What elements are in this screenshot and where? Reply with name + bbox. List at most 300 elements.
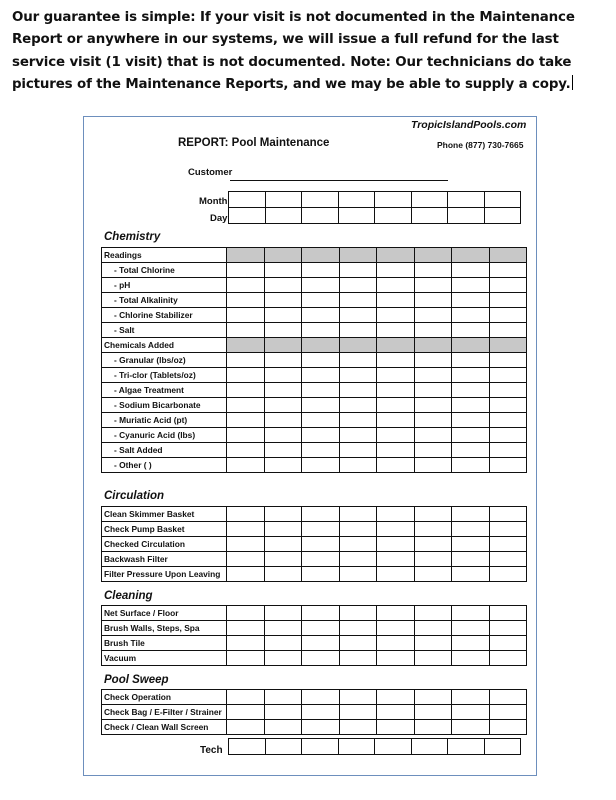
entry-cell[interactable] (227, 263, 265, 278)
entry-cell[interactable] (227, 690, 265, 705)
entry-cell[interactable] (452, 507, 490, 522)
entry-cell[interactable] (227, 248, 265, 263)
entry-cell[interactable] (339, 636, 377, 651)
entry-cell[interactable] (264, 248, 302, 263)
entry-cell[interactable] (489, 368, 527, 383)
entry-cell[interactable] (339, 353, 377, 368)
entry-cell[interactable] (264, 651, 302, 666)
entry-cell[interactable] (452, 705, 490, 720)
entry-cell[interactable] (339, 552, 377, 567)
entry-cell[interactable] (377, 368, 415, 383)
entry-cell[interactable] (452, 338, 490, 353)
entry-cell[interactable] (452, 428, 490, 443)
entry-cell[interactable] (452, 308, 490, 323)
entry-cell[interactable] (377, 323, 415, 338)
table-row (102, 428, 527, 443)
entry-cell[interactable] (302, 413, 340, 428)
entry-cell[interactable] (302, 383, 340, 398)
entry-cell[interactable] (227, 278, 265, 293)
entry-cell[interactable] (227, 293, 265, 308)
entry-cell[interactable] (489, 398, 527, 413)
entry-cell[interactable] (452, 458, 490, 473)
entry-cell[interactable] (302, 690, 340, 705)
entry-cell[interactable] (302, 507, 340, 522)
table-row (102, 458, 527, 473)
entry-cell[interactable] (339, 651, 377, 666)
entry-cell[interactable] (302, 338, 340, 353)
entry-cell[interactable] (452, 413, 490, 428)
entry-cell[interactable] (264, 278, 302, 293)
entry-cell[interactable] (339, 720, 377, 735)
table-row (102, 507, 527, 522)
month-label: Month (199, 196, 228, 207)
entry-cell[interactable] (264, 690, 302, 705)
row-label: - Chlorine Stabilizer (102, 308, 227, 323)
entry-cell[interactable] (377, 636, 415, 651)
tech-cell[interactable] (484, 739, 521, 755)
entry-cell[interactable] (339, 705, 377, 720)
entry-cell[interactable] (377, 278, 415, 293)
entry-cell[interactable] (452, 720, 490, 735)
row-label: Checked Circulation (102, 537, 227, 552)
entry-cell[interactable] (302, 263, 340, 278)
tech-row (229, 739, 521, 755)
row-label: - Granular (lbs/oz) (102, 353, 227, 368)
entry-cell[interactable] (452, 398, 490, 413)
entry-cell[interactable] (377, 353, 415, 368)
entry-cell[interactable] (414, 398, 452, 413)
entry-cell[interactable] (302, 621, 340, 636)
entry-cell[interactable] (264, 507, 302, 522)
table-row (102, 398, 527, 413)
entry-cell[interactable] (339, 368, 377, 383)
entry-cell[interactable] (264, 443, 302, 458)
table-row (102, 621, 527, 636)
entry-cell[interactable] (264, 537, 302, 552)
entry-cell[interactable] (302, 705, 340, 720)
entry-cell[interactable] (377, 398, 415, 413)
entry-cell[interactable] (489, 263, 527, 278)
entry-cell[interactable] (302, 443, 340, 458)
table-row (102, 720, 527, 735)
entry-cell[interactable] (414, 690, 452, 705)
day-row (229, 208, 521, 224)
entry-cell[interactable] (452, 248, 490, 263)
entry-cell[interactable] (489, 248, 527, 263)
entry-cell[interactable] (489, 323, 527, 338)
section-title-cleaning: Cleaning (104, 590, 153, 602)
day-cell[interactable] (229, 208, 266, 224)
cleaning-table (101, 605, 527, 666)
table-row (102, 353, 527, 368)
entry-cell[interactable] (264, 705, 302, 720)
entry-cell[interactable] (452, 606, 490, 621)
entry-cell[interactable] (377, 383, 415, 398)
entry-cell[interactable] (302, 537, 340, 552)
entry-cell[interactable] (302, 323, 340, 338)
entry-cell[interactable] (339, 413, 377, 428)
entry-cell[interactable] (414, 507, 452, 522)
entry-cell[interactable] (339, 338, 377, 353)
entry-cell[interactable] (452, 443, 490, 458)
month-cell[interactable] (375, 192, 412, 208)
entry-cell[interactable] (377, 567, 415, 582)
table-row (102, 651, 527, 666)
entry-cell[interactable] (227, 353, 265, 368)
entry-cell[interactable] (227, 606, 265, 621)
entry-cell[interactable] (377, 263, 415, 278)
entry-cell[interactable] (377, 537, 415, 552)
entry-cell[interactable] (302, 398, 340, 413)
entry-cell[interactable] (264, 522, 302, 537)
entry-cell[interactable] (489, 537, 527, 552)
entry-cell[interactable] (377, 428, 415, 443)
entry-cell[interactable] (302, 552, 340, 567)
entry-cell[interactable] (227, 522, 265, 537)
entry-cell[interactable] (302, 278, 340, 293)
entry-cell[interactable] (489, 507, 527, 522)
entry-cell[interactable] (414, 458, 452, 473)
entry-cell[interactable] (452, 621, 490, 636)
entry-cell[interactable] (302, 636, 340, 651)
row-label: Readings (102, 248, 227, 263)
day-label: Day (210, 213, 228, 224)
entry-cell[interactable] (302, 458, 340, 473)
entry-cell[interactable] (489, 428, 527, 443)
entry-cell[interactable] (264, 383, 302, 398)
entry-cell[interactable] (227, 443, 265, 458)
row-label: Check Operation (102, 690, 227, 705)
entry-cell[interactable] (377, 458, 415, 473)
entry-cell[interactable] (414, 308, 452, 323)
entry-cell[interactable] (452, 278, 490, 293)
entry-cell[interactable] (302, 567, 340, 582)
entry-cell[interactable] (227, 705, 265, 720)
entry-cell[interactable] (452, 368, 490, 383)
entry-cell[interactable] (489, 720, 527, 735)
table-row (102, 308, 527, 323)
customer-label: Customer (188, 167, 233, 178)
entry-cell[interactable] (227, 651, 265, 666)
entry-cell[interactable] (452, 522, 490, 537)
entry-cell[interactable] (377, 651, 415, 666)
entry-cell[interactable] (377, 705, 415, 720)
entry-cell[interactable] (377, 338, 415, 353)
row-label: Backwash Filter (102, 552, 227, 567)
entry-cell[interactable] (339, 293, 377, 308)
entry-cell[interactable] (339, 567, 377, 582)
entry-cell[interactable] (414, 552, 452, 567)
tech-cell[interactable] (411, 739, 448, 755)
entry-cell[interactable] (339, 537, 377, 552)
entry-cell[interactable] (414, 428, 452, 443)
entry-cell[interactable] (302, 428, 340, 443)
entry-cell[interactable] (452, 263, 490, 278)
entry-cell[interactable] (489, 621, 527, 636)
table-row (102, 705, 527, 720)
month-cell[interactable] (338, 192, 375, 208)
entry-cell[interactable] (339, 248, 377, 263)
month-cell[interactable] (411, 192, 448, 208)
row-label: - pH (102, 278, 227, 293)
entry-cell[interactable] (227, 428, 265, 443)
entry-cell[interactable] (414, 636, 452, 651)
entry-cell[interactable] (302, 293, 340, 308)
day-cell[interactable] (375, 208, 412, 224)
entry-cell[interactable] (264, 398, 302, 413)
entry-cell[interactable] (377, 293, 415, 308)
entry-cell[interactable] (489, 522, 527, 537)
entry-cell[interactable] (264, 293, 302, 308)
row-label: Brush Walls, Steps, Spa (102, 621, 227, 636)
entry-cell[interactable] (302, 720, 340, 735)
entry-cell[interactable] (339, 278, 377, 293)
entry-cell[interactable] (339, 308, 377, 323)
entry-cell[interactable] (339, 606, 377, 621)
tech-cell[interactable] (448, 739, 485, 755)
entry-cell[interactable] (264, 606, 302, 621)
row-label: Check / Clean Wall Screen (102, 720, 227, 735)
circulation-table (101, 506, 527, 582)
entry-cell[interactable] (264, 552, 302, 567)
month-row (229, 192, 521, 208)
entry-cell[interactable] (227, 398, 265, 413)
day-cell[interactable] (338, 208, 375, 224)
entry-cell[interactable] (377, 522, 415, 537)
entry-cell[interactable] (227, 621, 265, 636)
entry-cell[interactable] (339, 383, 377, 398)
entry-cell[interactable] (414, 443, 452, 458)
entry-cell[interactable] (377, 621, 415, 636)
chemistry-table (101, 247, 527, 473)
entry-cell[interactable] (339, 428, 377, 443)
row-label: - Total Alkalinity (102, 293, 227, 308)
company-website: TropicIslandPools.com (411, 119, 527, 131)
entry-cell[interactable] (489, 606, 527, 621)
entry-cell[interactable] (377, 720, 415, 735)
entry-cell[interactable] (264, 428, 302, 443)
entry-cell[interactable] (452, 323, 490, 338)
month-cell[interactable] (265, 192, 302, 208)
pool-sweep-table (101, 689, 527, 735)
entry-cell[interactable] (227, 383, 265, 398)
entry-cell[interactable] (264, 636, 302, 651)
entry-cell[interactable] (414, 293, 452, 308)
row-label: - Salt Added (102, 443, 227, 458)
section-title-circulation: Circulation (104, 490, 165, 502)
day-cell[interactable] (448, 208, 485, 224)
table-row (102, 606, 527, 621)
entry-cell[interactable] (227, 567, 265, 582)
entry-cell[interactable] (302, 651, 340, 666)
entry-cell[interactable] (489, 458, 527, 473)
group-row (102, 248, 527, 263)
entry-cell[interactable] (264, 720, 302, 735)
entry-cell[interactable] (264, 263, 302, 278)
entry-cell[interactable] (302, 368, 340, 383)
month-cell[interactable] (302, 192, 339, 208)
entry-cell[interactable] (452, 552, 490, 567)
entry-cell[interactable] (264, 308, 302, 323)
entry-cell[interactable] (227, 720, 265, 735)
entry-cell[interactable] (377, 413, 415, 428)
tech-cell[interactable] (375, 739, 412, 755)
entry-cell[interactable] (414, 368, 452, 383)
entry-cell[interactable] (489, 413, 527, 428)
entry-cell[interactable] (264, 413, 302, 428)
entry-cell[interactable] (414, 720, 452, 735)
entry-cell[interactable] (227, 323, 265, 338)
day-cell[interactable] (302, 208, 339, 224)
entry-cell[interactable] (264, 338, 302, 353)
row-label: Filter Pressure Upon Leaving (102, 567, 227, 582)
entry-cell[interactable] (489, 383, 527, 398)
entry-cell[interactable] (302, 353, 340, 368)
entry-cell[interactable] (414, 651, 452, 666)
entry-cell[interactable] (377, 248, 415, 263)
entry-cell[interactable] (489, 690, 527, 705)
entry-cell[interactable] (227, 308, 265, 323)
tech-cell[interactable] (338, 739, 375, 755)
entry-cell[interactable] (452, 636, 490, 651)
entry-cell[interactable] (339, 507, 377, 522)
entry-cell[interactable] (414, 323, 452, 338)
entry-cell[interactable] (339, 458, 377, 473)
entry-cell[interactable] (489, 651, 527, 666)
entry-cell[interactable] (339, 621, 377, 636)
entry-cell[interactable] (489, 567, 527, 582)
entry-cell[interactable] (377, 443, 415, 458)
entry-cell[interactable] (489, 278, 527, 293)
entry-cell[interactable] (227, 537, 265, 552)
entry-cell[interactable] (227, 458, 265, 473)
entry-cell[interactable] (302, 248, 340, 263)
entry-cell[interactable] (339, 323, 377, 338)
entry-cell[interactable] (377, 507, 415, 522)
table-row (102, 537, 527, 552)
tech-cell[interactable] (265, 739, 302, 755)
entry-cell[interactable] (302, 522, 340, 537)
entry-cell[interactable] (264, 621, 302, 636)
entry-cell[interactable] (377, 690, 415, 705)
table-row (102, 443, 527, 458)
entry-cell[interactable] (414, 248, 452, 263)
row-label: - Muriatic Acid (pt) (102, 413, 227, 428)
row-label: - Salt (102, 323, 227, 338)
entry-cell[interactable] (227, 636, 265, 651)
tech-cell[interactable] (229, 739, 266, 755)
tech-label: Tech (200, 745, 223, 756)
entry-cell[interactable] (339, 522, 377, 537)
row-label: - Tri-clor (Tablets/oz) (102, 368, 227, 383)
month-cell[interactable] (448, 192, 485, 208)
entry-cell[interactable] (302, 308, 340, 323)
row-label: - Sodium Bicarbonate (102, 398, 227, 413)
entry-cell[interactable] (227, 413, 265, 428)
entry-cell[interactable] (414, 522, 452, 537)
entry-cell[interactable] (227, 507, 265, 522)
entry-cell[interactable] (377, 606, 415, 621)
entry-cell[interactable] (414, 705, 452, 720)
entry-cell[interactable] (489, 705, 527, 720)
entry-cell[interactable] (489, 308, 527, 323)
row-label: Chemicals Added (102, 338, 227, 353)
entry-cell[interactable] (452, 383, 490, 398)
month-cell[interactable] (484, 192, 521, 208)
entry-cell[interactable] (489, 338, 527, 353)
table-row (102, 690, 527, 705)
group-row (102, 338, 527, 353)
row-label: Check Pump Basket (102, 522, 227, 537)
entry-cell[interactable] (414, 278, 452, 293)
entry-cell[interactable] (227, 368, 265, 383)
row-label: - Cyanuric Acid (lbs) (102, 428, 227, 443)
entry-cell[interactable] (414, 567, 452, 582)
table-row (102, 278, 527, 293)
entry-cell[interactable] (414, 338, 452, 353)
entry-cell[interactable] (452, 353, 490, 368)
entry-cell[interactable] (414, 621, 452, 636)
entry-cell[interactable] (489, 552, 527, 567)
entry-cell[interactable] (264, 353, 302, 368)
entry-cell[interactable] (452, 567, 490, 582)
row-label: Brush Tile (102, 636, 227, 651)
day-cell[interactable] (411, 208, 448, 224)
entry-cell[interactable] (489, 443, 527, 458)
day-cell[interactable] (484, 208, 521, 224)
entry-cell[interactable] (414, 383, 452, 398)
entry-cell[interactable] (489, 353, 527, 368)
day-cell[interactable] (265, 208, 302, 224)
entry-cell[interactable] (339, 398, 377, 413)
row-label: Clean Skimmer Basket (102, 507, 227, 522)
table-row (102, 368, 527, 383)
entry-cell[interactable] (414, 413, 452, 428)
row-label: Vacuum (102, 651, 227, 666)
entry-cell[interactable] (452, 690, 490, 705)
entry-cell[interactable] (227, 338, 265, 353)
row-label: - Algae Treatment (102, 383, 227, 398)
entry-cell[interactable] (414, 537, 452, 552)
entry-cell[interactable] (489, 293, 527, 308)
section-title-chemistry: Chemistry (104, 231, 161, 243)
month-cell[interactable] (229, 192, 266, 208)
tech-cell[interactable] (302, 739, 339, 755)
table-row (102, 293, 527, 308)
entry-cell[interactable] (452, 293, 490, 308)
entry-cell[interactable] (339, 263, 377, 278)
entry-cell[interactable] (339, 690, 377, 705)
entry-cell[interactable] (264, 458, 302, 473)
table-row (102, 263, 527, 278)
entry-cell[interactable] (302, 606, 340, 621)
entry-cell[interactable] (264, 368, 302, 383)
entry-cell[interactable] (227, 552, 265, 567)
entry-cell[interactable] (414, 263, 452, 278)
entry-cell[interactable] (414, 606, 452, 621)
entry-cell[interactable] (452, 651, 490, 666)
entry-cell[interactable] (264, 323, 302, 338)
entry-cell[interactable] (489, 636, 527, 651)
report-title: REPORT: Pool Maintenance (178, 137, 330, 149)
entry-cell[interactable] (377, 552, 415, 567)
row-label: Net Surface / Floor (102, 606, 227, 621)
entry-cell[interactable] (414, 353, 452, 368)
entry-cell[interactable] (377, 308, 415, 323)
entry-cell[interactable] (264, 567, 302, 582)
entry-cell[interactable] (339, 443, 377, 458)
entry-cell[interactable] (452, 537, 490, 552)
